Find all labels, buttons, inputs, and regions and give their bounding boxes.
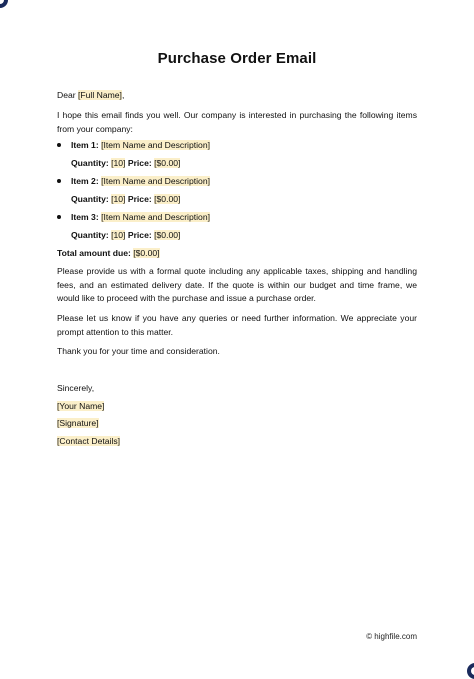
item-line: Item 3: [Item Name and Description] <box>71 212 210 222</box>
signature-placeholder: [Signature] <box>57 418 99 428</box>
greeting-line: Dear [Full Name], <box>57 90 125 100</box>
followup-paragraph: Please let us know if you have any queries or need further information. We appreciate your prompt attention to this matter. <box>57 313 417 337</box>
item-description-placeholder: [Item Name and Description] <box>101 140 210 150</box>
contact-details-placeholder: [Contact Details] <box>57 436 121 446</box>
item-line: Item 1: [Item Name and Description] <box>71 140 210 150</box>
corner-logo-mark <box>467 663 474 679</box>
copyright-footer: © highfile.com <box>366 632 417 641</box>
thanks-line: Thank you for your time and consideration. <box>57 346 220 356</box>
bullet-icon <box>57 143 61 147</box>
item-quantity-price: Quantity: [10] Price: [$0.00] <box>71 158 181 168</box>
total-amount-placeholder: [$0.00] <box>133 248 160 258</box>
total-amount-line: Total amount due: [$0.00] <box>57 248 160 258</box>
your-name-placeholder: [Your Name] <box>57 401 105 411</box>
page-title: Purchase Order Email <box>157 50 317 67</box>
item-quantity-price: Quantity: [10] Price: [$0.00] <box>71 230 181 240</box>
item-description-placeholder: [Item Name and Description] <box>101 176 210 186</box>
recipient-name-placeholder: [Full Name] <box>78 90 122 100</box>
item-quantity-price: Quantity: [10] Price: [$0.00] <box>71 194 181 204</box>
closing-line: Sincerely, <box>57 383 95 393</box>
corner-logo-mark <box>0 0 8 8</box>
quote-request-paragraph: Please provide us with a formal quote including any applicable taxes, shipping and handling fees, and an estimated delivery date. If the quote is within our budget and time frame, we would like to proceed with the purchase and issue a purchase order. <box>57 266 417 303</box>
item-description-placeholder: [Item Name and Description] <box>101 212 210 222</box>
item-line: Item 2: [Item Name and Description] <box>71 176 210 186</box>
bullet-icon <box>57 179 61 183</box>
bullet-icon <box>57 215 61 219</box>
intro-paragraph: I hope this email finds you well. Our company is interested in purchasing the following items from your company: <box>57 110 417 134</box>
